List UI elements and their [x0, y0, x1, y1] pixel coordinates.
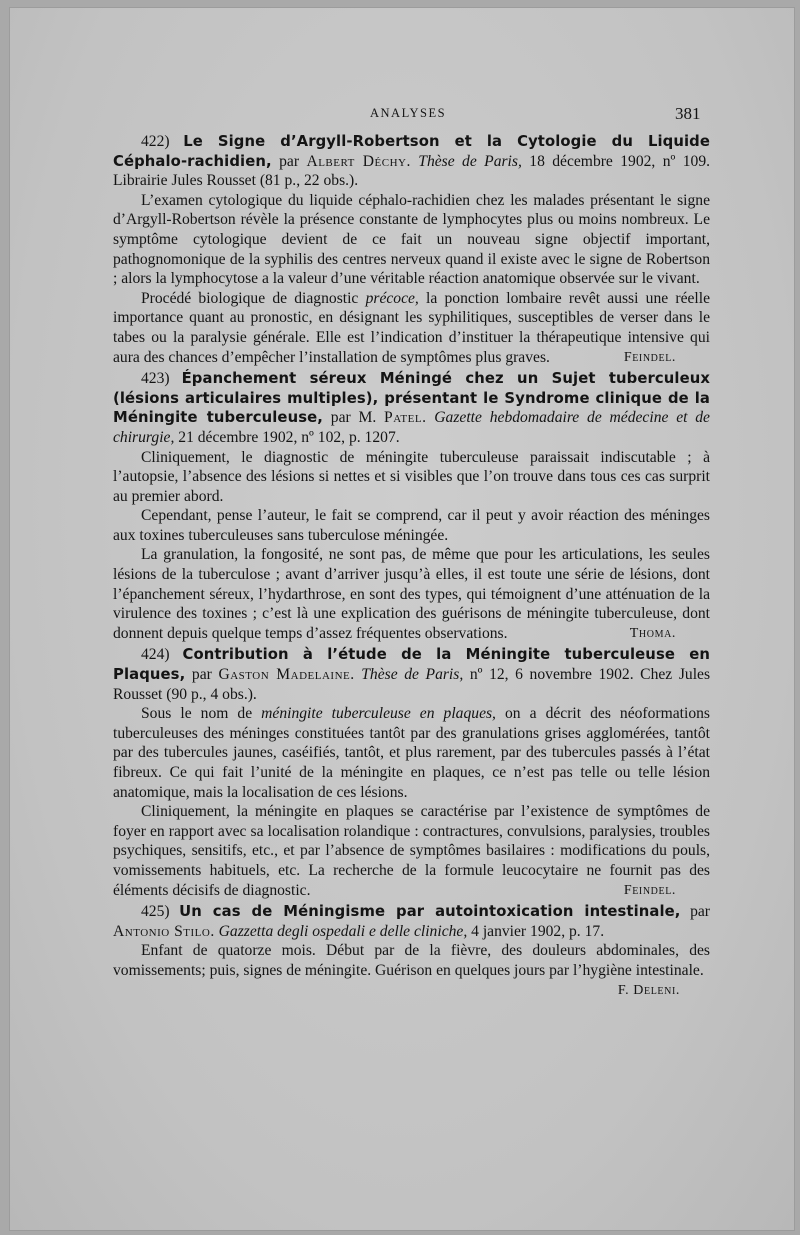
abstract-signature: F. Deleni. [617, 982, 680, 998]
paragraph-text: on a décrit des néoformations tuberculeuses des méninges constituées tantôt par des granulations grises agglomérées, tantôt par des tubercules jaunes, caséifiés, tantôt, et plus rarement, par des tubercules passés à l’état fibreux. Ce qui fait l’unité de la méningite en plaques, ce n’est pas telle ou telle lésion anatomique, mais la localisation de ces lésions. [113, 705, 710, 801]
abstract-paragraph: Cliniquement, le diagnostic de méningite tuberculeuse paraissait indiscutable ; à l’autopsie, l’absence des lésions si nettes et si visibles que l’on trouve dans tous ces cas surprit au premier abord. [113, 448, 710, 505]
abstract-paragraph [113, 289, 710, 367]
abstract-425 [113, 902, 710, 1000]
paragraph-emphasis: méningite tuberculeuse en plaques, [261, 705, 496, 723]
abstract-title: Le Signe d’Argyll-Robertson et la Cytologie du Liquide Céphalo-rachidien, [113, 133, 710, 170]
abstract-number: 425) [141, 903, 170, 921]
abstract-424 [113, 645, 710, 900]
abstract-heading [113, 645, 710, 704]
abstract-details: 18 décembre 1902, nº 109. Librairie Jules Rousset (81 p., 22 obs.). [113, 152, 711, 190]
abstract-paragraph: L’examen cytologique du liquide céphalo-rachidien chez les malades présentant le signe d’Argyll-Robertson révèle la présence constante de lymphocytes plus ou moins nombreux. Le symptôme cytologique devient de ce fait un nouveau signe objectif important, pathognomonique de la syphilis des centres nerveux quand il existe avec le signe de Robertson ; alors la lymphocytose a la valeur d’une véritable réaction anatomique observée sur le vivant. [113, 191, 710, 288]
abstract-source: Gazzetta degli ospedali e delle cliniche, [218, 922, 468, 940]
abstract-author: Albert Déchy. [306, 152, 411, 170]
abstract-heading [113, 369, 710, 447]
abstract-details: nº 12, 6 novembre 1902. Chez Jules Rousset (90 p., 4 obs.). [113, 666, 711, 703]
abstract-heading [113, 902, 710, 941]
article-body [113, 132, 710, 1002]
paragraph-text: La granulation, la fongosité, ne sont pas, de même que pour les articulations, les seules lésions de la tuberculose ; avant d’arriver jusqu’à elles, il est toute une série de lésions, dont l’épanchement séreux, l’hydarthrose, en sont des types, qui témoignent d’une atténuation de la virulence des toxines ; c’est là une explication des guérisons de méningite tuberculeuse, dont donnent depuis quelque temps d’assez fréquentes observations. [113, 546, 710, 642]
abstract-422 [113, 132, 710, 367]
abstract-source: Thèse de Paris, [361, 666, 464, 684]
abstract-details: 4 janvier 1902, p. 17. [471, 922, 605, 940]
paragraph-emphasis: précoce, [365, 289, 419, 307]
abstract-details: 21 décembre 1902, nº 102, p. 1207. [178, 428, 400, 446]
paragraph-text: la ponction lombaire revêt aussi une réelle importance quant au pronostic, en désignant les syphilitiques, susceptibles de verser dans le tabes ou la paralysie générale. Elle est l’indication d’instituer la thérapeutique intensive qui aura des chances d’empêcher l’installation de symptômes plus graves. [113, 289, 711, 366]
abstract-heading [113, 132, 710, 191]
running-title: ANALYSES [370, 106, 447, 120]
page-number: 381 [675, 104, 701, 123]
document-page [10, 8, 794, 1230]
abstract-by: par [279, 152, 300, 170]
paragraph-text: Sous le nom de [141, 705, 253, 723]
abstract-author: Patel. [384, 409, 427, 427]
abstract-by: par [191, 666, 212, 684]
abstract-author: Antonio Stilo. [113, 922, 215, 940]
abstract-by: par [690, 903, 710, 921]
paragraph-text: Enfant de quatorze mois. Début par de la fièvre, des douleurs abdominales, des vomissements; puis, signes de méningite. Guérison en quelques jours par l’hygiène intestinale. [113, 942, 710, 979]
abstract-source: Thèse de Paris, [418, 152, 522, 170]
abstract-signature: Thoma. [629, 625, 676, 641]
abstract-signature: Feindel. [623, 349, 676, 365]
abstract-title: Un cas de Méningisme par autointoxication intestinale, [179, 903, 681, 921]
abstract-number: 424) [141, 646, 170, 664]
abstract-paragraph [113, 704, 710, 802]
abstract-paragraph [113, 545, 710, 643]
abstract-signature: Feindel. [623, 882, 676, 898]
abstract-source: Gazette hebdomadaire de médecine et de chirurgie, [113, 409, 710, 446]
abstract-title: Contribution à l’étude de la Méningite tuberculeuse en Plaques, [113, 646, 710, 684]
abstract-paragraph [113, 802, 710, 900]
paragraph-text: Procédé biologique de diagnostic [141, 289, 359, 307]
page-header [10, 104, 794, 124]
abstract-title: Épanchement séreux Méningé chez un Sujet tuberculeux (lésions articulaires multiples), présentant le Syndrome clinique de la Méningite tuberculeuse, [113, 370, 710, 427]
abstract-paragraph: Cependant, pense l’auteur, le fait se comprend, car il peut y avoir réaction des méninges aux toxines tuberculeuses sans tuberculose méningée. [113, 507, 710, 544]
abstract-author: Gaston Madelaine. [218, 666, 355, 684]
abstract-number: 422) [141, 133, 170, 150]
abstract-423 [113, 369, 710, 643]
paragraph-text: Cliniquement, la méningite en plaques se caractérise par l’existence de symptômes de foyer en rapport avec sa localisation rolandique : contractures, convulsions, paralysies, troubles psychiques, sensitifs, etc., et par l’absence de symptômes basilaires : modifications du pouls, vomissements habituels, etc. La recherche de la formule leucocytaire ne fournit pas des éléments décisifs de diagnostic. [113, 803, 710, 899]
abstract-number: 423) [141, 370, 170, 388]
abstract-paragraph [113, 941, 710, 998]
abstract-by: par M. [330, 409, 377, 427]
